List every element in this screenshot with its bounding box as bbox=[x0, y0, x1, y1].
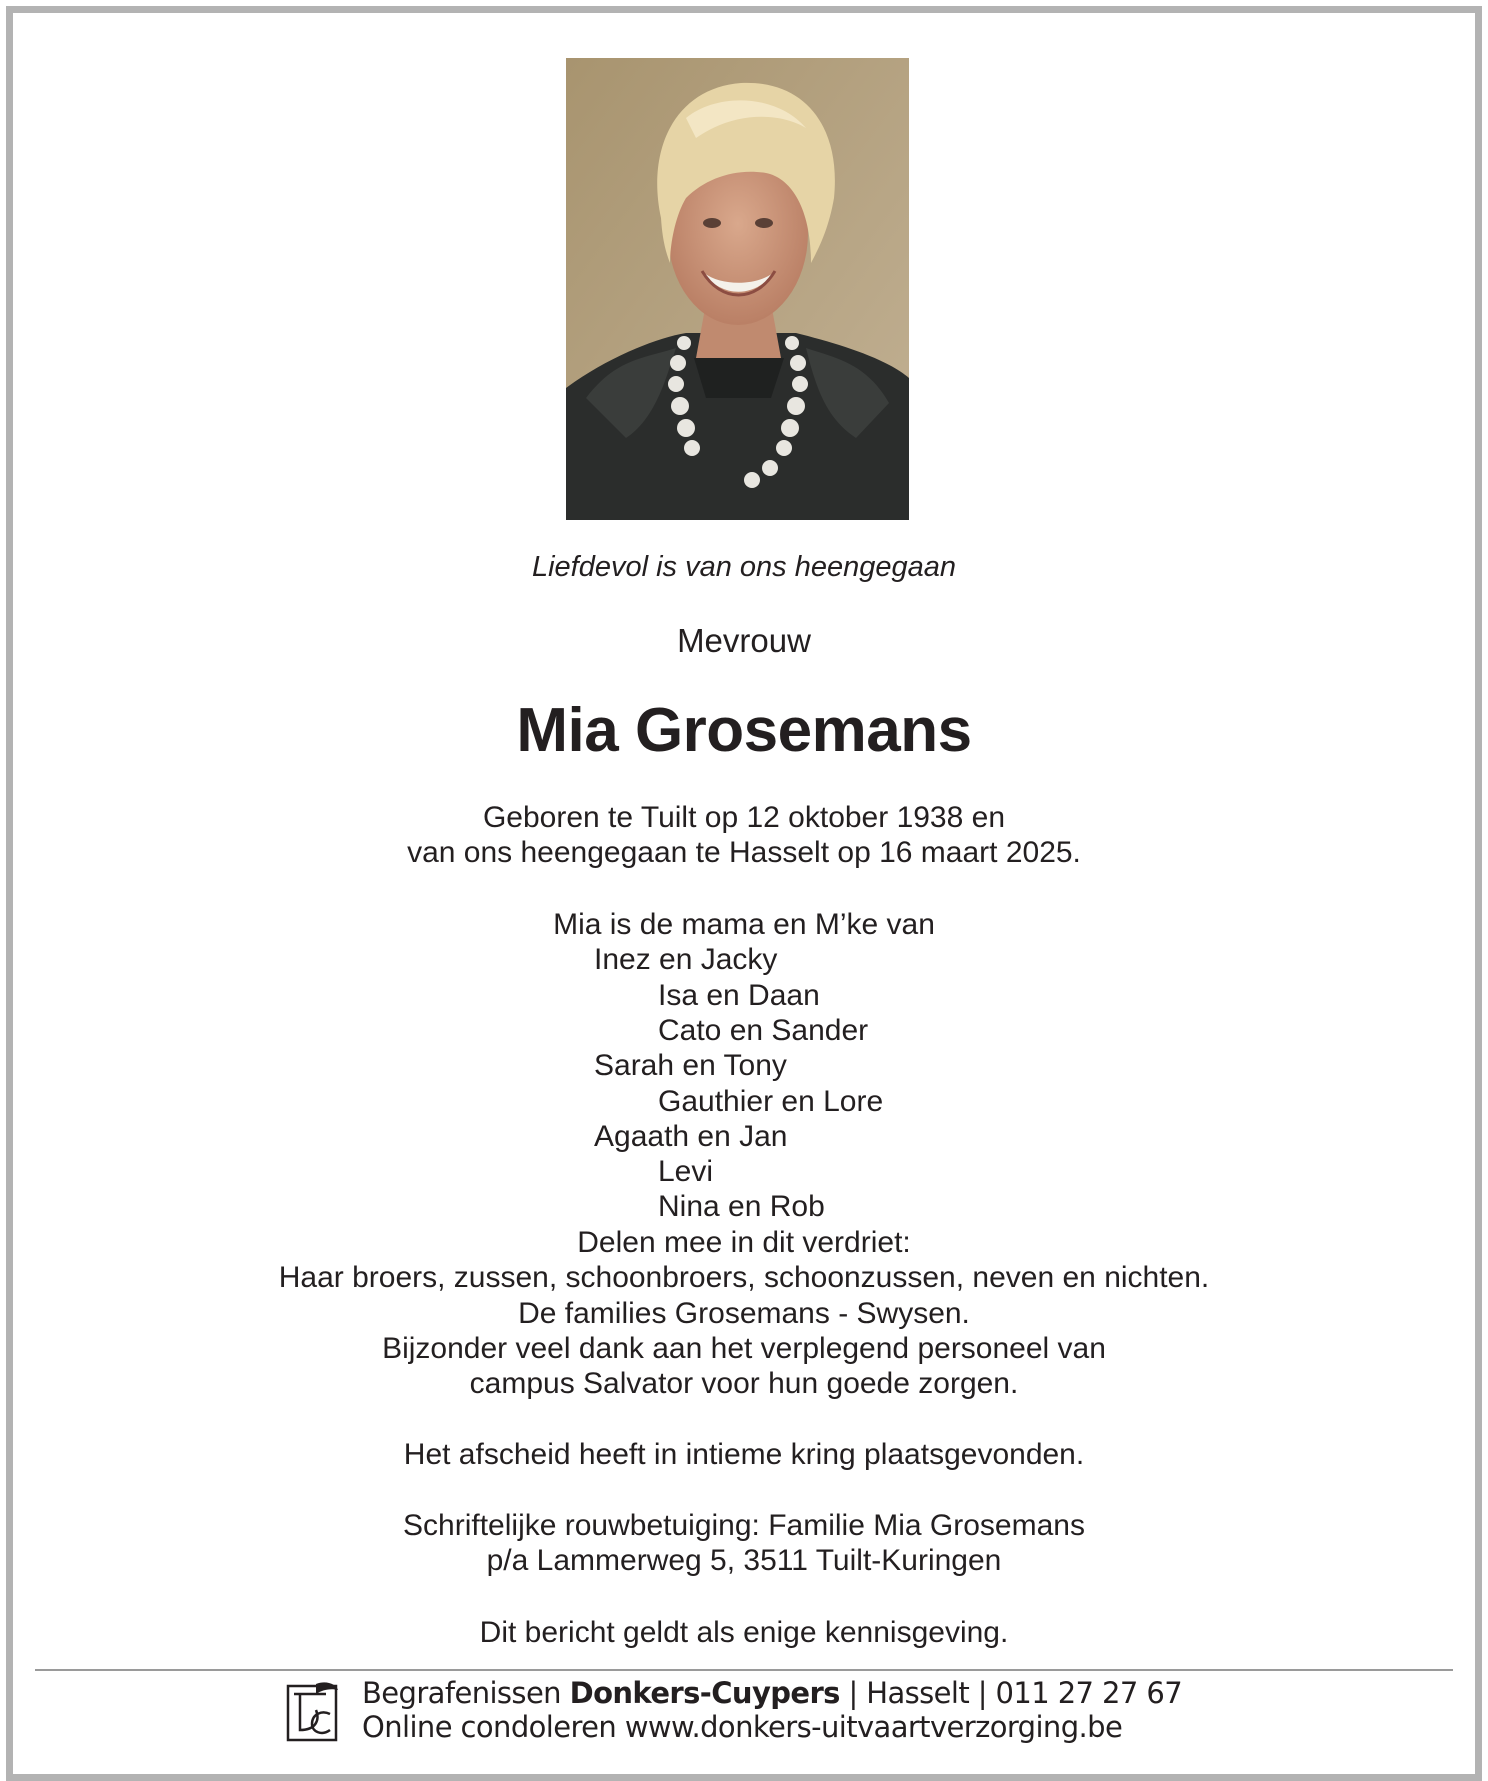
footer-company: Donkers-Cuypers bbox=[569, 1676, 840, 1710]
notice-text: Dit bericht geldt als enige kennisgeving. bbox=[479, 1616, 1009, 1649]
deceased-name: Mia Grosemans bbox=[516, 696, 972, 765]
family-member: Gauthier en Lore bbox=[658, 1084, 884, 1118]
mourners-line: campus Salvator voor hun goede zorgen. bbox=[469, 1367, 1019, 1401]
portrait-photo bbox=[566, 58, 909, 520]
footer-divider bbox=[35, 1669, 1453, 1671]
address-line: p/a Lammerweg 5, 3511 Tuilt-Kuringen bbox=[486, 1544, 1002, 1578]
mourners-line: Haar broers, zussen, schoonbroers, schoonzussen, neven en nichten. bbox=[278, 1261, 1210, 1295]
family-member: Inez en Jacky bbox=[594, 943, 778, 977]
family-heading: Mia is de mama en M’ke van bbox=[553, 908, 935, 941]
family-member: Sarah en Tony bbox=[594, 1049, 787, 1083]
intro-text: Liefdevol is van ons heengegaan bbox=[531, 551, 957, 583]
logo-icon bbox=[286, 1680, 340, 1742]
mourners-text bbox=[0, 1225, 1488, 1401]
condolence-address bbox=[0, 1508, 1488, 1579]
farewell-text: Het afscheid heeft in intieme kring plaatsgevonden. bbox=[403, 1438, 1085, 1471]
mourners-line: Bijzonder veel dank aan het verplegend personeel van bbox=[382, 1331, 1106, 1365]
death-line: van ons heengegaan te Hasselt op 16 maart 2025. bbox=[407, 836, 1081, 870]
family-member: Isa en Daan bbox=[658, 978, 820, 1012]
footer-website: www.donkers-uitvaartverzorging.be bbox=[624, 1710, 1123, 1744]
family-member: Nina en Rob bbox=[658, 1190, 825, 1224]
mourners-line: De families Grosemans - Swysen. bbox=[518, 1296, 970, 1330]
family-member: Cato en Sander bbox=[658, 1013, 869, 1047]
family-member: Levi bbox=[658, 1155, 714, 1189]
footer-company-line bbox=[362, 1676, 1182, 1710]
dc-monogram-logo bbox=[286, 1680, 340, 1742]
footer-city: | Hasselt | bbox=[839, 1676, 996, 1710]
mourners-line: Delen mee in dit verdriet: bbox=[577, 1226, 911, 1259]
address-line: Schriftelijke rouwbetuiging: Familie Mia Grosemans bbox=[403, 1509, 1085, 1542]
salutation: Mevrouw bbox=[677, 622, 811, 659]
family-member: Agaath en Jan bbox=[594, 1119, 788, 1153]
birth-line: Geboren te Tuilt op 12 oktober 1938 en bbox=[482, 801, 1006, 834]
footer-online-label: Online condoleren bbox=[362, 1710, 625, 1744]
footer-online-line bbox=[362, 1710, 1122, 1744]
birth-death-text bbox=[0, 800, 1488, 871]
footer-prefix: Begrafenissen bbox=[362, 1676, 570, 1710]
portrait-icon bbox=[566, 58, 909, 520]
footer-phone: 011 27 27 67 bbox=[995, 1676, 1183, 1710]
